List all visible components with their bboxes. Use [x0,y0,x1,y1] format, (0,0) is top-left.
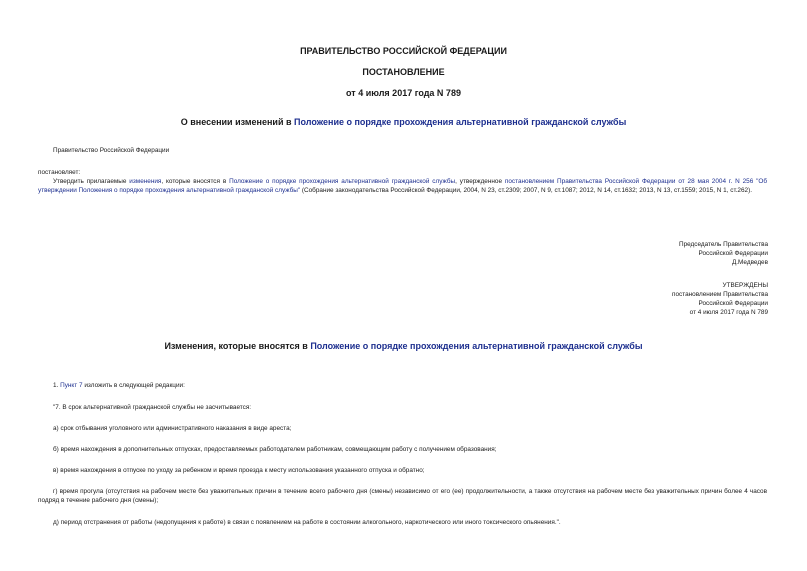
document-date-number: от 4 июля 2017 года N 789 [346,88,461,98]
government-name: Правительство Российской Федерации [53,147,170,154]
signature-line-2: Российской Федерации [698,250,768,257]
approved-block [672,281,768,317]
government-heading: ПРАВИТЕЛЬСТВО РОССИЙСКОЙ ФЕДЕРАЦИИ [300,46,507,56]
change-item-1 [53,381,185,390]
p1-text-c: , утвержденное [455,178,505,185]
signature-block [679,240,768,267]
item1-rest: изложить в следующей редакции: [82,382,185,389]
approved-line-3: Российской Федерации [698,300,768,307]
approved-line-1: УТВЕРЖДЕНЫ [722,282,768,289]
p1-text: Утвердить прилагаемые [53,178,130,185]
p1-text-b: , которые вносятся в [161,178,230,185]
document-title [0,116,807,129]
subitem-a: а) срок отбывания уголовного или административного наказания в виде ареста; [53,425,292,432]
p1-text-d: (Собрание законодательства Российской Федерации, 2004, N 23, ст.2309; 2007, N 9, ст.1087; 2012, N 14, ст.1632; 2013, N 13, ст.1559; 2015, N 1, ст.262). [300,187,753,194]
title-link[interactable]: Положение о порядке прохождения альтернативной гражданской службы [294,117,627,127]
point-7-link[interactable]: Пункт 7 [60,382,83,389]
decides-label: постановляет: [38,169,81,176]
changes-title-prefix: Изменения, которые вносятся в [164,341,311,351]
resolution-paragraph [38,177,767,195]
subitem-d: д) период отстранения от работы (недопущения к работе) в связи с появлением на работе в состоянии алкогольного, наркотического или иного токсического опьянения.". [53,519,561,526]
changes-title-link[interactable]: Положение о порядке прохождения альтернативной гражданской службы [310,341,643,351]
regulation-link[interactable]: Положение о порядке прохождения альтернативной гражданской службы [229,178,456,185]
changes-link[interactable]: изменения [129,178,162,185]
signature-line-3: Д.Медведев [731,259,768,266]
signature-line-1: Председатель Правительства [679,241,768,248]
document-type: ПОСТАНОВЛЕНИЕ [362,67,445,77]
changes-title [0,340,807,353]
title-prefix: О внесении изменений в [180,117,295,127]
decree-256-link[interactable]: постановлением Правительства Российской Федерации от 28 мая 2004 г. N 256 "Об утверждении Положения о порядке прохождения альтернативной гражданской службы" [38,178,768,194]
subitem-v: в) время нахождения в отпуске по уходу за ребенком и время проезда к месту использования указанного отпуска и обратно; [53,467,425,474]
approved-line-4: от 4 июля 2017 года N 789 [689,309,768,316]
subitem-g: г) время прогула (отсутствия на рабочем месте без уважительных причин в течение всего рабочего дня (смены) независимо от его (ее) продолжительности, а также отсутствия на рабочем месте без уважительных причин более 4 часов подряд в течение рабочего дня (смены); [38,488,767,504]
approved-line-2: постановлением Правительства [672,291,768,298]
item1-prefix: 1. [53,382,61,389]
subitem-b: б) время нахождения в дополнительных отпусках, предоставляемых работодателем работникам, совмещающим работу с получением образования; [53,446,497,453]
quote-start: "7. В срок альтернативной гражданской службы не засчитывается: [53,404,252,411]
